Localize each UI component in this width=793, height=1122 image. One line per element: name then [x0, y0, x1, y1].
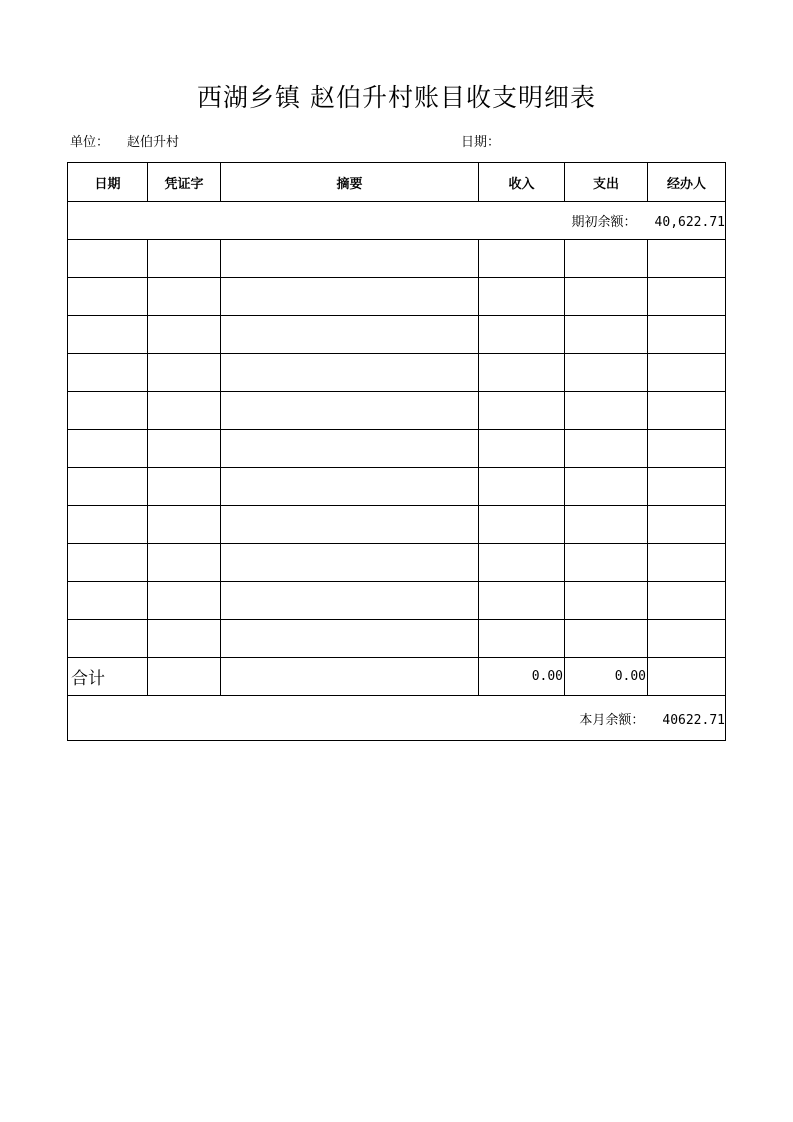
opening-balance-row — [68, 202, 726, 240]
total-handler-cell — [648, 658, 726, 696]
cell-voucher[interactable] — [148, 278, 221, 316]
document-title: 西湖乡镇 赵伯升村账目收支明细表 — [197, 83, 596, 112]
cell-voucher[interactable] — [148, 392, 221, 430]
cell-voucher[interactable] — [148, 582, 221, 620]
cell-expense[interactable] — [565, 582, 648, 620]
closing-balance-value: 40622.71 — [662, 712, 725, 728]
cell-voucher[interactable] — [148, 316, 221, 354]
cell-date[interactable] — [68, 506, 148, 544]
cell-handler[interactable] — [648, 354, 726, 392]
unit-value: 赵伯升村 — [127, 135, 180, 150]
table-row — [68, 468, 726, 506]
table-row — [68, 316, 726, 354]
cell-date[interactable] — [68, 354, 148, 392]
table-row — [68, 582, 726, 620]
opening-balance-value: 40,622.71 — [654, 215, 725, 230]
closing-balance-cell — [68, 696, 726, 741]
table-row — [68, 278, 726, 316]
closing-balance-row — [68, 696, 726, 741]
header-income: 收入 — [479, 163, 565, 202]
cell-income[interactable] — [479, 278, 565, 316]
table-row — [68, 392, 726, 430]
cell-summary[interactable] — [221, 468, 479, 506]
cell-summary[interactable] — [221, 506, 479, 544]
cell-date[interactable] — [68, 278, 148, 316]
cell-handler[interactable] — [648, 544, 726, 582]
cell-handler[interactable] — [648, 620, 726, 658]
header-expense: 支出 — [565, 163, 648, 202]
cell-expense[interactable] — [565, 316, 648, 354]
cell-summary[interactable] — [221, 544, 479, 582]
total-voucher-cell — [148, 658, 221, 696]
opening-balance-cell — [68, 202, 726, 240]
cell-summary[interactable] — [221, 582, 479, 620]
cell-summary[interactable] — [221, 316, 479, 354]
unit-label: 单位： — [70, 135, 110, 150]
cell-date[interactable] — [68, 620, 148, 658]
cell-summary[interactable] — [221, 278, 479, 316]
cell-date[interactable] — [68, 316, 148, 354]
cell-income[interactable] — [479, 392, 565, 430]
cell-expense[interactable] — [565, 506, 648, 544]
cell-handler[interactable] — [648, 278, 726, 316]
cell-expense[interactable] — [565, 278, 648, 316]
cell-date[interactable] — [68, 468, 148, 506]
ledger-table — [67, 162, 726, 741]
cell-income[interactable] — [479, 430, 565, 468]
cell-expense[interactable] — [565, 430, 648, 468]
cell-date[interactable] — [68, 544, 148, 582]
table-row — [68, 240, 726, 278]
header-voucher: 凭证字 — [148, 163, 221, 202]
cell-voucher[interactable] — [148, 468, 221, 506]
cell-summary[interactable] — [221, 354, 479, 392]
cell-income[interactable] — [479, 316, 565, 354]
header-row — [68, 163, 726, 202]
cell-date[interactable] — [68, 240, 148, 278]
cell-income[interactable] — [479, 620, 565, 658]
cell-income[interactable] — [479, 354, 565, 392]
cell-handler[interactable] — [648, 506, 726, 544]
cell-handler[interactable] — [648, 392, 726, 430]
cell-expense[interactable] — [565, 544, 648, 582]
cell-income[interactable] — [479, 240, 565, 278]
cell-expense[interactable] — [565, 240, 648, 278]
cell-handler[interactable] — [648, 468, 726, 506]
cell-income[interactable] — [479, 544, 565, 582]
cell-expense[interactable] — [565, 354, 648, 392]
cell-income[interactable] — [479, 506, 565, 544]
header-handler: 经办人 — [648, 163, 726, 202]
cell-income[interactable] — [479, 582, 565, 620]
cell-summary[interactable] — [221, 620, 479, 658]
header-date: 日期 — [68, 163, 148, 202]
header-summary: 摘要 — [221, 163, 479, 202]
total-summary-cell — [221, 658, 479, 696]
cell-summary[interactable] — [221, 240, 479, 278]
table-row — [68, 544, 726, 582]
cell-handler[interactable] — [648, 240, 726, 278]
cell-summary[interactable] — [221, 392, 479, 430]
table-row — [68, 620, 726, 658]
table-row — [68, 506, 726, 544]
cell-voucher[interactable] — [148, 620, 221, 658]
table-row — [68, 430, 726, 468]
cell-date[interactable] — [68, 430, 148, 468]
total-expense: 0.00 — [565, 658, 648, 696]
closing-balance-label: 本月余额： — [579, 712, 645, 728]
cell-voucher[interactable] — [148, 240, 221, 278]
cell-expense[interactable] — [565, 620, 648, 658]
cell-date[interactable] — [68, 582, 148, 620]
total-label: 合计 — [68, 658, 148, 696]
cell-income[interactable] — [479, 468, 565, 506]
cell-voucher[interactable] — [148, 354, 221, 392]
cell-voucher[interactable] — [148, 506, 221, 544]
cell-expense[interactable] — [565, 468, 648, 506]
total-row — [68, 658, 726, 696]
cell-summary[interactable] — [221, 430, 479, 468]
table-row — [68, 354, 726, 392]
cell-expense[interactable] — [565, 392, 648, 430]
total-income: 0.00 — [479, 658, 565, 696]
cell-handler[interactable] — [648, 316, 726, 354]
cell-handler[interactable] — [648, 430, 726, 468]
cell-voucher[interactable] — [148, 544, 221, 582]
date-label: 日期： — [461, 135, 501, 150]
opening-balance-label: 期初余额： — [571, 215, 637, 230]
cell-date[interactable] — [68, 392, 148, 430]
cell-handler[interactable] — [648, 582, 726, 620]
cell-voucher[interactable] — [148, 430, 221, 468]
